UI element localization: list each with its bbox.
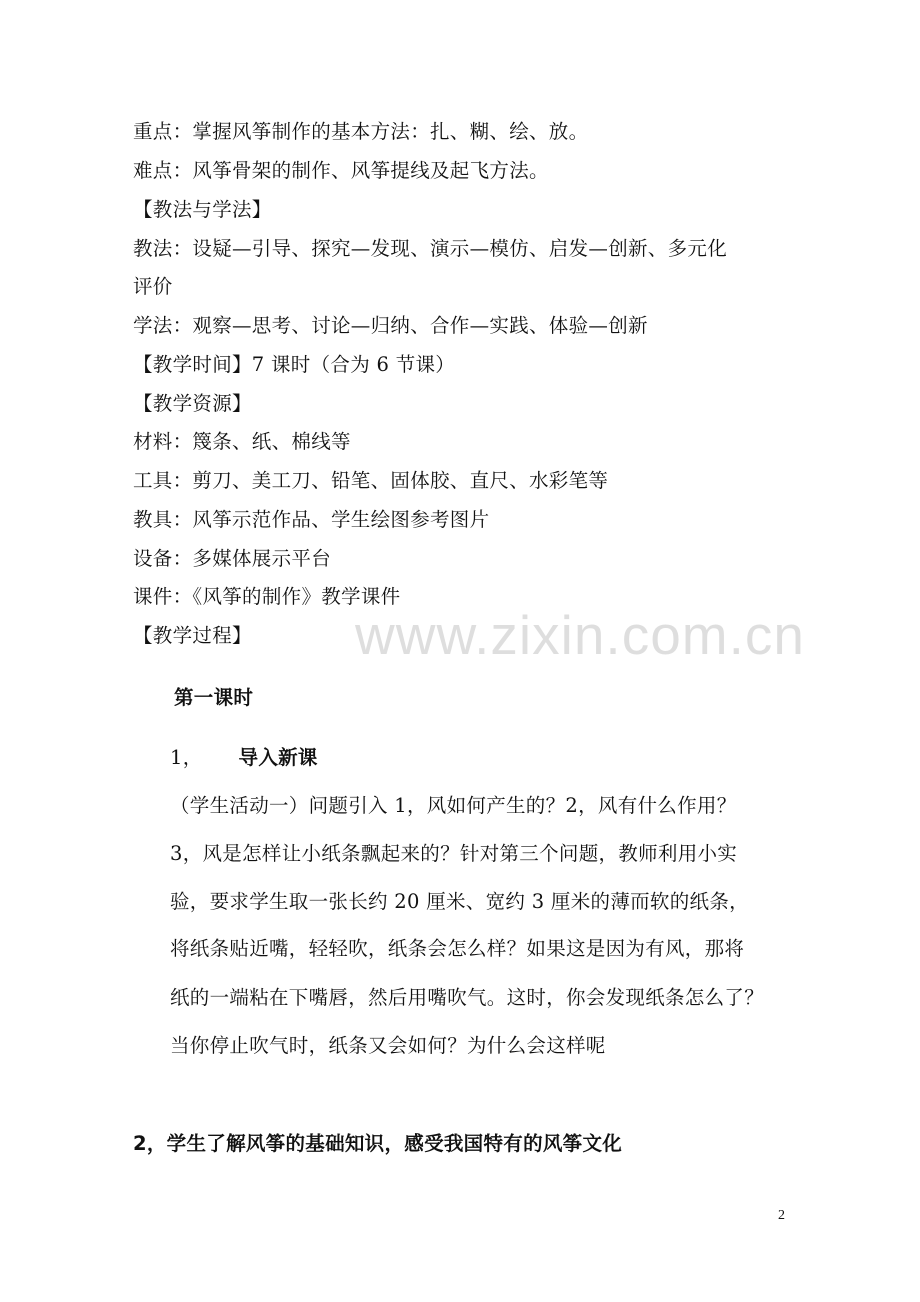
paragraph-line: （学生活动一）问题引入 1，风如何产生的？2，风有什么作用？ — [170, 794, 737, 817]
tools-line: 工具：剪刀、美工刀、铅笔、固体胶、直尺、水彩笔等 — [133, 469, 609, 492]
courseware-line: 课件：《风筝的制作》教学课件 — [133, 585, 401, 608]
methods-heading: 【教法与学法】 — [133, 198, 272, 221]
section-1-number: 1， — [170, 746, 203, 769]
paragraph-line: 验，要求学生取一张长约 20 厘米、宽约 3 厘米的薄而软的纸条， — [170, 890, 749, 913]
section-1-title: 导入新课 — [238, 746, 318, 769]
paragraph-line: 当你停止吹气时，纸条又会如何？为什么会这样呢 — [170, 1034, 606, 1057]
paragraph-line: 纸的一端粘在下嘴唇，然后用嘴吹气。这时，你会发现纸条怎么了？ — [170, 986, 765, 1009]
teaching-time-line: 【教学时间】7 课时（合为 6 节课） — [133, 353, 456, 376]
teaching-method-line: 教法：设疑—引导、探究—发现、演示—模仿、启发—创新、多元化 — [133, 237, 727, 260]
resources-heading: 【教学资源】 — [133, 392, 252, 415]
teaching-aids-line: 教具：风筝示范作品、学生绘图参考图片 — [133, 508, 490, 531]
paragraph-line: 将纸条贴近嘴，轻轻吹，纸条会怎么样？如果这是因为有风，那将 — [170, 937, 745, 960]
teaching-method-line-cont: 评价 — [133, 275, 173, 298]
section-1-heading — [170, 744, 318, 772]
equipment-line: 设备：多媒体展示平台 — [133, 547, 332, 570]
paragraph-line: 3，风是怎样让小纸条飘起来的？针对第三个问题，教师利用小实 — [170, 842, 738, 865]
page-number: 2 — [778, 1208, 785, 1223]
key-point-line: 重点：掌握风筝制作的基本方法：扎、糊、绘、放。 — [133, 120, 589, 143]
lesson-title: 第一课时 — [174, 686, 254, 709]
materials-line: 材料：篾条、纸、棉线等 — [133, 430, 351, 453]
process-heading: 【教学过程】 — [133, 624, 252, 647]
section-2-heading: 2，学生了解风筝的基础知识，感受我国特有的风筝文化 — [133, 1132, 623, 1155]
watermark: www.zixin.com.cn — [355, 604, 805, 666]
difficulty-line: 难点：风筝骨架的制作、风筝提线及起飞方法。 — [133, 159, 549, 182]
learning-method-line: 学法：观察—思考、讨论—归纳、合作—实践、体验—创新 — [133, 314, 648, 337]
